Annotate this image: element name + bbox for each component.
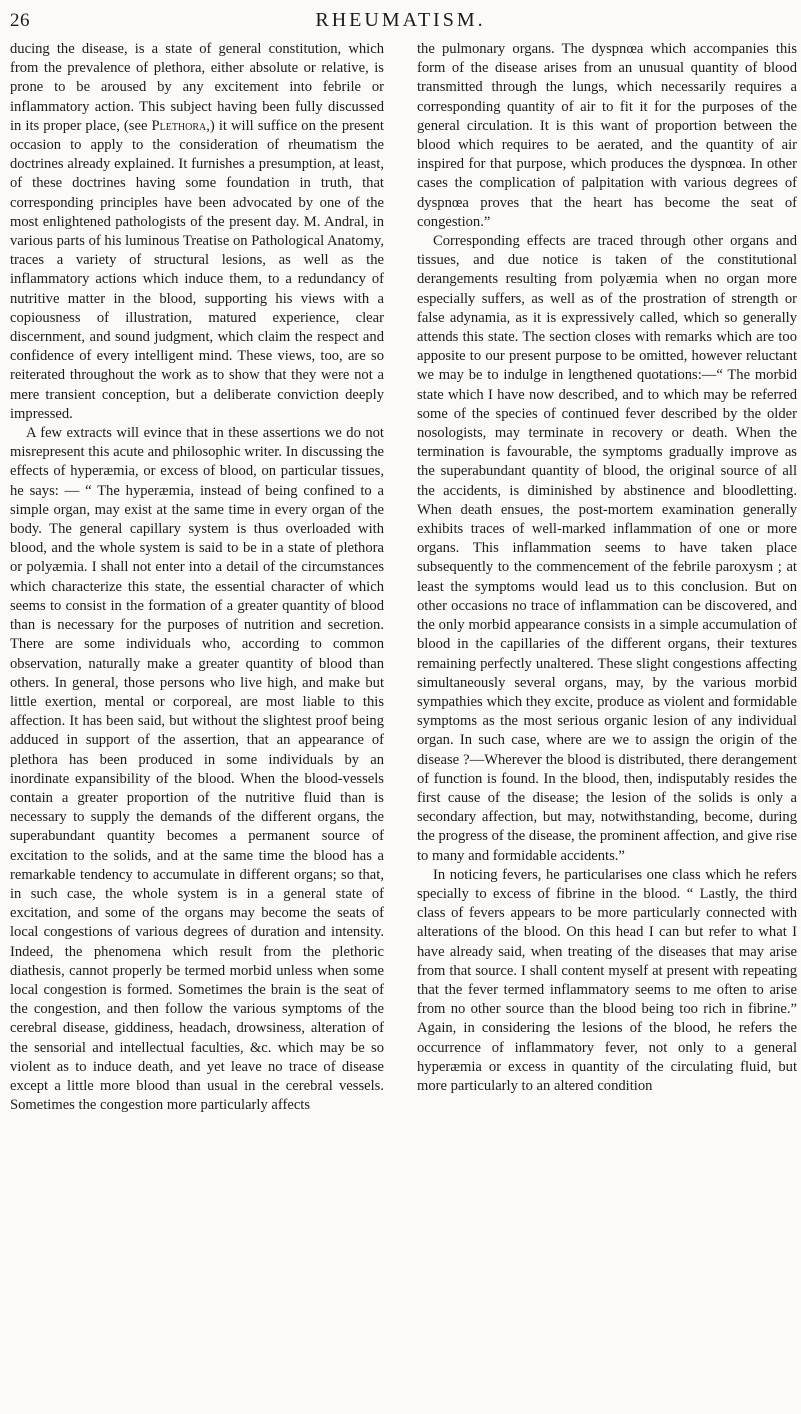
paragraph [10, 40, 384, 424]
running-title: RHEUMATISM. [315, 9, 486, 31]
left-column [10, 40, 384, 1115]
cross-reference: Plethora [151, 117, 207, 134]
text-run: ,) it will suffice on the present occasion to apply to the consideration of rheumatism the doctrines already explained. It furnishes a presumption, at least, of these doctrines having some foundation in truth, that corresponding principles have been advocated by one of the most enlightened pathologists of the present day. M. Andral, in various parts of his luminous Treatise on Pathological Anatomy, traces a variety of structural lesions, as well as the inflammatory actions which induce them, to a redundancy of nutritive matter in the blood, supporting his views with a copiousness of illustration, matured experience, clear discernment, and sound judgment, which claim the respect and confidence of every intelligent mind. These views, too, are so reiterated throughout the work as to show that they were not a mere transient conception, but a deliberate conviction deeply impressed. [10, 117, 385, 422]
page-header [0, 6, 801, 36]
paragraph: Corresponding effects are traced through other organs and tissues, and due notice is taken of the constitutional derangements resulting from polyæmia when no organ more especially suffers, as well as of the prostration of strength or false adynamia, as it is expressively called, which so generally attends this state. The section closes with remarks which are too apposite to our present purpose to be omitted, however reluctant we may be to indulge in lengthened quotations:—“ The morbid state which I have now described, and to which may be referred some of the species of continued fever described by the older nosologists, may terminate in recovery or death. When the termination is favourable, the symptoms gradually improve as the superabundant quantity of blood, the original source of all the accidents, is diminished by abstinence and bloodletting. When death ensues, the post-mortem examination generally exhibits traces of well-marked inflammation of one or more organs. This inflammation seems to have taken place subsequently to the commencement of the febrile paroxysm ; at least the symptoms would lead us to this conclusion. But on other occasions no trace of inflammation can be discovered, and the only morbid appearance consists in a simple accumulation of blood in the capillaries of the different organs, their textures remaining perfectly unaltered. These slight congestions affecting simultaneously several organs, may, by the various morbid sympathies which they excite, produce as violent and formidable symptoms as the most serious organic lesion of any individual organ. In such case, where are we to assign the origin of the disease ?—Wherever the blood is distributed, there derangement of function is found. In the blood, then, indisputably resides the first cause of the disease; the lesion of the solids is only a secondary affection, but may, notwithstanding, become, during the progress of the disease, the prominent affection, and give rise to many and formidable accidents.” [417, 233, 797, 864]
paragraph: A few extracts will evince that in these assertions we do not misrepresent this acute and philosophic writer. In discussing the effects of hyperæmia, or excess of blood, on particular tissues, he says: — “ The hyperæmia, instead of being confined to a simple organ, may exist at the same time in every organ of the body. The general capillary system is thus overloaded with blood, and the whole system is said to be in a state of plethora or polyæmia. I shall not enter into a detail of the circumstances which characterize this state, the essential character of which seems to consist in the formation of a greater quantity of blood than is necessary for the purposes of nutrition and secretion. There are some individuals who, according to common observation, naturally make a greater quantity of blood than others. In general, those persons who live high, and make but little exertion, mental or corporeal, are most liable to this affection. It has been said, but without the slightest proof being adduced in support of the assertion, that an appearance of plethora has been produced in some individuals by an inordinate expansibility of the blood. When the blood-vessels contain a greater proportion of the nutritive fluid than is necessary to supply the demands of the different organs, the superabundant quantity becomes a permanent source of excitation to the solids, and at the same time the blood has a remarkable tendency to accumulate in different organs; so that, in such case, the whole system is in a general state of excitation, and some of the organs may become the seats of local congestions of various degrees of duration and intensity. Indeed, the phenomena which result from the plethoric diathesis, cannot properly be termed morbid unless when some local congestion is formed. Sometimes the brain is the seat of the congestion, and then follow the various symptoms of the cerebral disease, giddiness, headach, drowsiness, alteration of the sensorial and intellectual faculties, &c. which may be so violent as to induce death, and yet leave no trace of disease except a little more blood than usual in the cerebral vessels. Sometimes the congestion more particularly affects [10, 425, 384, 1114]
paragraph: In noticing fevers, he particularises one class which he refers specially to excess of fibrine in the blood. “ Lastly, the third class of fevers appears to be more particularly connected with alterations of the blood. On this head I can but refer to what I have already said, when treating of the diseases that may arise from that source. I shall content myself at present with repeating that the fever termed inflammatory seems to me often to arise from no other source than the blood being too rich in fibrine.” Again, in considering the lesions of the blood, he refers the occurrence of inflammatory fever, not only to a general hyperæmia or excess in quantity of the circulating fluid, but more particularly to an altered condition [417, 866, 797, 1094]
page-number: 26 [10, 10, 30, 31]
right-column [417, 40, 797, 1096]
paragraph: the pulmonary organs. The dyspnœa which accompanies this form of the disease arises from an unusual quantity of blood transmitted through the lungs, which necessarily requires a corresponding quantity of air to fit it for the purposes of the general circulation. It is this want of proportion between the blood which requires to be aerated, and the quantity of air inspired for that purpose, which produces the dyspnœa. In other cases the complication of palpitation with various degrees of dyspnœa proves that the heart has become the seat of congestion.” [417, 41, 797, 230]
text-run: ducing the disease, is a state of general constitution, which from the prevalence of plethora, either absolute or relative, is prone to be aroused by any excitement into febrile or inflammatory action. This subject having been fully discussed in its proper place, (see [10, 41, 384, 134]
